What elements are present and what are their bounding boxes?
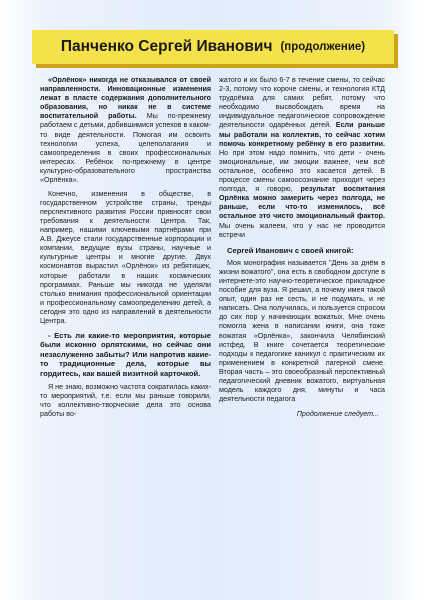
- body-text: Мы по-прежнему работаем с детьми, добившимися успехов в каком-то виде деятельности. Помогая им освоить технологии успеха, целеполагания и самоопределения в своих профессиональных интересах. Ребёнок по-прежнему в центре культурно-образовательного пространства «Орлёнка».: [40, 112, 211, 185]
- bold-text: «Орлёнок» никогда не отказывался от своей направленности. Инновационные изменения лежат в пласте содержания дополнительного образования, но никак не в системе воспитательной работы.: [40, 76, 211, 121]
- continued-note: Продолжение следует...: [296, 410, 379, 419]
- paragraph: [40, 76, 211, 185]
- paragraph: Конечно, изменения в обществе, в государственном устройстве страны, тренды перспективного развития России привносят свои требования к деятельности Центра. Так, например, нашими ключевыми партнёрами при А.В. Джеусе стали государственные корпорации и компании, ведущие вузы страны, научные и культурные центры и многие другие. Двух космонавтов вырастил «Орлёнок» из ребятишек, которые работали в наших космических программах. Раньше мы никогда не уделяли столько внимания профессиональной ориентации и профессиональному самоопределению детей, а сегодня это одно из направлений в деятельности Центра.: [40, 189, 211, 326]
- bold-text: результат воспитания Орлёнка можно замерить через полгода, не раньше, если что-то изменилось, всё остальное это чисто эмоциональный фактор.: [219, 185, 385, 221]
- right-column: [219, 76, 385, 419]
- paragraph: Я не знаю, возможно частота сократилась каких-то мероприятий, т.е. если мы раньше говорили, что коллективно-творческие дела это основа работы во-: [40, 382, 211, 419]
- page-title: Панченко Сергей Иванович: [60, 38, 273, 55]
- body-text: Но при этом надо помнить, что дети - очень эмоциональные, им эмоции важнее, чем всё остальное, особенно это касается детей. В процессе смены самоосознание приходит через полгода, я говорю,: [219, 148, 385, 194]
- paragraph: [219, 76, 385, 240]
- interview-question: - Есть ли какие-то мероприятия, которые были исконно орлятскими, но сейчас они незаслуженно забыты? Или напротив какие-то традиционные дела, которые вы гордитесь, как вашей визитной карточкой.: [40, 330, 211, 378]
- section-heading: Сергей Иванович с своей книгой:: [227, 245, 354, 255]
- left-column: [40, 76, 211, 424]
- body-text: жатого и их было 6-7 в течение смены, то сейчас 2-3, потому что короче смены, и технология КТД трудоёмка для самих ребят, потому что необходимо высвобождать время на индивидуальное педагогическое сопровождение деятельности одарённых детей.: [219, 76, 385, 130]
- body-text: Мы очень жалеем, что у нас не проводится встречи: [219, 221, 385, 239]
- bold-text: Если раньше мы работали на коллектив, то сейчас хотим помочь конкретному ребёнку в его развитии.: [219, 121, 386, 148]
- paragraph: Моя монография называется "День за днём в жизни вожатого", она есть в свободном доступе в интернете-это научно-теоретическое прикладное пособие для вуза. Я решил, а почему имея такой опыт, один раз не сесть, и не подумать, и не написать. Она получилась, и пользуется спросом до сих пор у начинающих вожатых. Мне очень помогла жена в написании книги, она тоже вожатая «Орлёнка», закончила Челябинский истфед. В книге сочетается теоретические подходы к педагогике каникул с практическим их применением в конкретной лагерной смене. Вторая часть – это своеобразный перспективный педагогический дневник вожатого, виртуальная модель каждого дня, минуты и часа деятельности педагога: [219, 258, 385, 404]
- title-continued-label: (продолжение): [280, 41, 366, 53]
- title-band: [32, 30, 394, 64]
